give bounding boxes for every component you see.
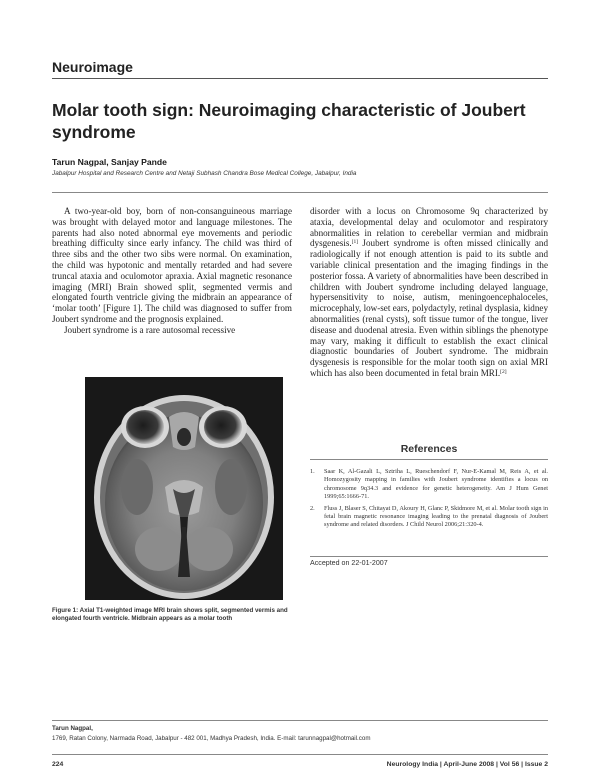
journal-citation: Neurology India | April-June 2008 | Vol 56 | Issue 2	[386, 761, 548, 768]
references-divider	[310, 459, 548, 460]
references-heading: References	[400, 443, 458, 455]
reference-number: 2.	[310, 504, 315, 512]
mri-figure	[85, 377, 283, 600]
discussion-text-b: Joubert syndrome is often missed clinically and radiologically if not enough attention is paid to its subtle and variable clinical presentation and the imaging findings in the posterior fossa. A variety of abnormalities have been described in children with Joubert syndrome including delayed language, hypersensitivity to noise, autism, meningoencephaloceles, microcephaly, low-set ears, polydactyly, retinal dysplasia, kidney abnormalities (renal cysts), soft tissue tumor of the tongue, liver disease and duodenal atresia. Even within siblings the phenotype may vary, making it difficult to establish the exact clinical diagnostic boundaries of Joubert syndrome. The midbrain dysgenesis is responsible for the molar tooth sign on axial MRI which has also been documented in fetal brain MRI.	[310, 238, 548, 378]
reference-item	[310, 505, 548, 530]
page-number: 224	[52, 761, 64, 768]
reference-number: 1.	[310, 468, 315, 475]
discussion-paragraph-continued	[310, 206, 548, 379]
affiliation-divider	[52, 192, 548, 193]
accepted-divider	[310, 556, 548, 557]
discussion-paragraph-start: Joubert syndrome is a rare autosomal recessive	[64, 324, 236, 335]
mri-brain-image	[85, 377, 283, 600]
accepted-date: Accepted on 22-01-2007	[310, 559, 388, 567]
correspondence-address: 1769, Ratan Colony, Narmada Road, Jabalpur - 482 001, Madhya Pradesh, India. E-mail: tarunnagpal@hotmail.com	[52, 735, 371, 742]
case-paragraph: A two-year-old boy, born of non-consanguineous marriage was brought with delayed motor and language milestones. The parents had also noted abnormal eye movements and periodic breathing difficulty since early infancy. The child was third of three sibs and the other two sibs were normal. On examination, the child was hypotonic and mentally retarded and had severe truncal ataxia and oculomotor apraxia. Axial magnetic resonance imaging (MRI) Brain showed split, segmented vermis and elongated fourth ventricle giving the midbrain an appearance of ‘molar tooth’ [Figure 1]. The child was diagnosed to suffer from Joubert syndrome and the prognosis explained.	[52, 206, 292, 324]
article-title: Molar tooth sign: Neuroimaging characteristic of Joubert syndrome	[52, 100, 526, 142]
discussion-text-a: disorder with a locus on Chromosome 9q characterized by ataxia, developmental delay and oculomotor and respiratory abnormalities in relation to cerebellar vermian and midbrain dysgenesis.	[310, 206, 548, 249]
right-column	[310, 206, 548, 379]
affiliation: Jabalpur Hospital and Research Centre and Netaji Subhash Chandra Bose Medical College, Jabalpur, India	[52, 170, 357, 177]
correspondence-name: Tarun Nagpal,	[52, 725, 93, 732]
header-divider	[52, 78, 548, 79]
figure-caption: Figure 1: Axial T1-weighted image MRI brain shows split, segmented vermis and elongated fourth ventricle. Midbrain appears as a molar tooth	[52, 607, 288, 623]
author-list: Tarun Nagpal, Sanjay Pande	[52, 157, 167, 167]
correspondence-divider	[52, 720, 548, 721]
section-label: Neuroimage	[52, 59, 133, 75]
references-list	[310, 468, 548, 533]
left-column	[52, 206, 292, 336]
citation-2: [2]	[500, 368, 507, 375]
reference-text: Saar K, Al-Gazali L, Sztriha L, Rueschendorf F, Nur-E-Kamal M, Reis A, et al. Homozygosity mapping in families with Joubert syndrome identifies a locus on chromosome 9q34.3 and evidence for genetic heterogeneity. Am J Hum Genet 1999;65:1666-71.	[324, 468, 548, 501]
reference-item	[310, 468, 548, 502]
citation-1: [1]	[351, 239, 359, 246]
reference-text: Fluss J, Blaser S, Chitayat D, Akoury H, Glanc P, Skidmore M, et al. Molar tooth sign in fetal brain magnetic resonance imaging leading to the prenatal diagnosis of Joubert syndrome and related disorders. J Child Neurol 2006;21:320-4.	[324, 504, 548, 529]
footer-divider	[52, 754, 548, 755]
